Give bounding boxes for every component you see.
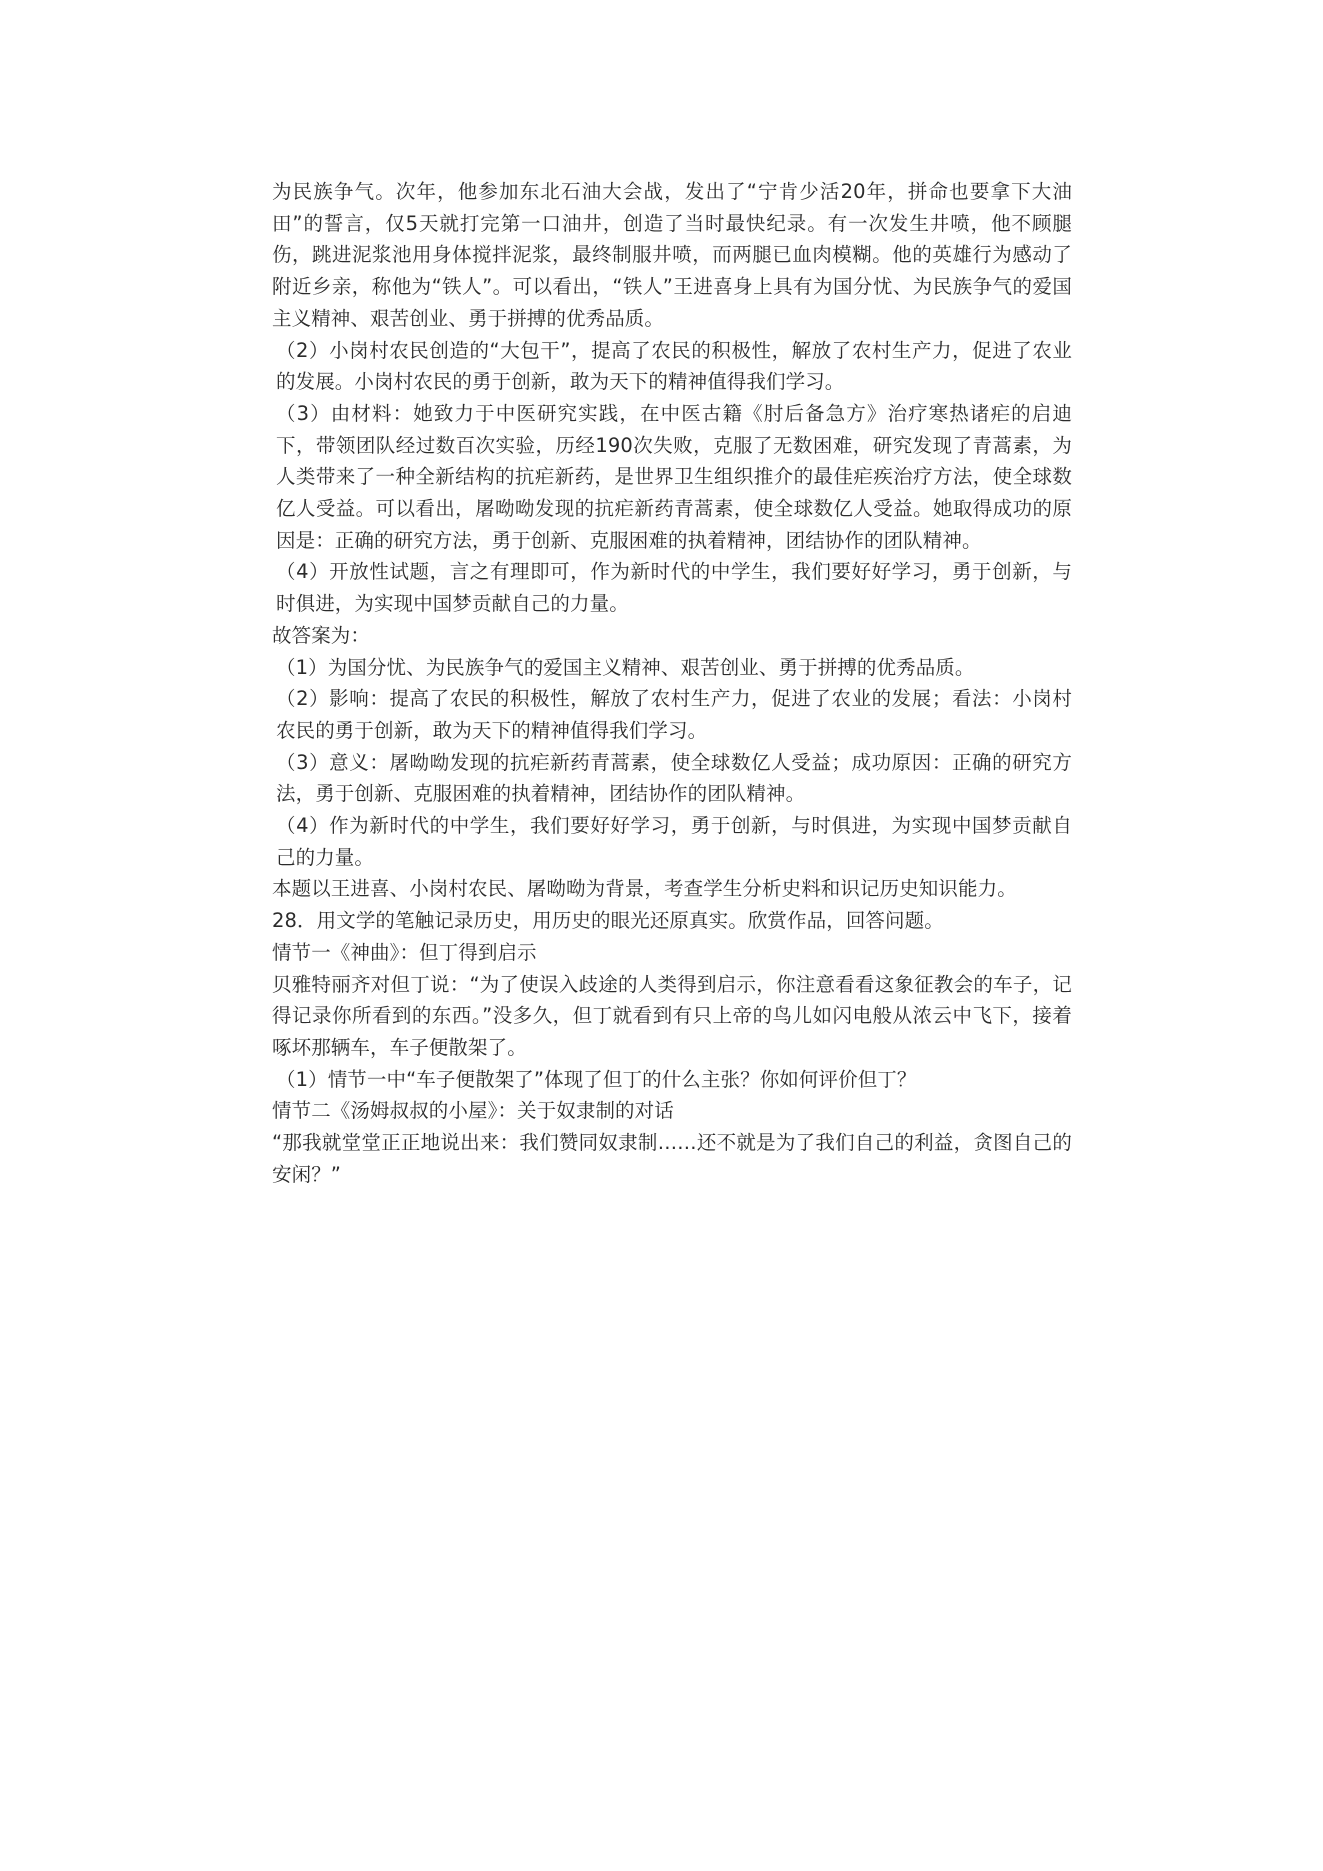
question-summary: 本题以王进喜、小岗村农民、屠呦呦为背景，考查学生分析史料和识记历史知识能力。	[272, 877, 1017, 901]
answer-1: （1）为国分忧、为民族争气的爱国主义精神、艰苦创业、勇于拼搏的优秀品质。	[276, 655, 975, 679]
plot-two-heading: 情节二《汤姆叔叔的小屋》：关于奴隶制的对话	[272, 1099, 674, 1123]
plot-one-text: 贝雅特丽齐对但丁说：“为了使误入歧途的人类得到启示，你注意看看这象征教会的车子，记得记录你所看到的东西。”没多久，但丁就看到有只上帝的鸟儿如闪电般从浓云中飞下，接着啄坏那辆车，车子便散架了。	[272, 972, 1072, 1059]
answer-2: （2）影响：提高了农民的积极性，解放了农村生产力，促进了农业的发展；看法：小岗村农民的勇于创新，敢为天下的精神值得我们学习。	[276, 687, 1072, 742]
answer-3: （3）意义：屠呦呦发现的抗疟新药青蒿素，使全球数亿人受益；成功原因：正确的研究方法，勇于创新、克服困难的执着精神，团结协作的团队精神。	[276, 750, 1072, 806]
paragraph-tu-youyou-analysis: （3）由材料：她致力于中医研究实践，在中医古籍《肘后备急方》治疗寒热诸疟的启迪下，带领团队经过数百次实验，历经190次失败，克服了无数困难，研究发现了青蒿素，为人类带来了一种全新结构的抗疟新药，是世界卫生组织推介的最佳疟疾治疗方法，使全球数亿人受益。可以看出，屠呦呦发现的抗疟新药青蒿素，使全球数亿人受益。她取得成功的原因是：正确的研究方法，勇于创新、克服困难的执着精神，团结协作的团队精神。	[276, 401, 1072, 552]
paragraph-open-question: （4）开放性试题，言之有理即可，作为新时代的中学生，我们要好好学习，勇于创新，与时俱进，为实现中国梦贡献自己的力量。	[276, 560, 1072, 616]
paragraph-wang-jinxi: 为民族争气。次年，他参加东北石油大会战，发出了“宁肯少活20年，拼命也要拿下大油田”的誓言，仅5天就打完第一口油井，创造了当时最快纪录。有一次发生井喷，他不顾腿伤，跳进泥浆池用身体搅拌泥浆，最终制服井喷，而两腿已血肉模糊。他的英雄行为感动了附近乡亲，称他为“铁人”。可以看出，“铁人”王进喜身上具有为国分忧、为民族争气的爱国主义精神、艰苦创业、勇于拼搏的优秀品质。	[272, 180, 1072, 330]
plot-two-quote: “那我就堂堂正正地说出来：我们赞同奴隶制……还不就是为了我们自己的利益，贪图自己的安闲？”	[272, 1131, 1072, 1186]
plot-one-heading: 情节一《神曲》：但丁得到启示	[272, 940, 537, 964]
paragraph-xiaogang-analysis: （2）小岗村农民创造的“大包干”，提高了农民的积极性，解放了农村生产力，促进了农业的发展。小岗村农民的勇于创新，敢为天下的精神值得我们学习。	[276, 338, 1072, 394]
answer-4: （4）作为新时代的中学生，我们要好好学习，勇于创新，与时俱进，为实现中国梦贡献自己的力量。	[276, 814, 1072, 869]
question-28-1: （1）情节一中“车子便散架了”体现了但丁的什么主张？你如何评价但丁？	[276, 1067, 917, 1091]
question-28-title: 28．用文学的笔触记录历史，用历史的眼光还原真实。欣赏作品，回答问题。	[272, 909, 944, 933]
document-page	[272, 176, 1072, 1191]
answer-heading: 故答案为：	[272, 623, 371, 647]
